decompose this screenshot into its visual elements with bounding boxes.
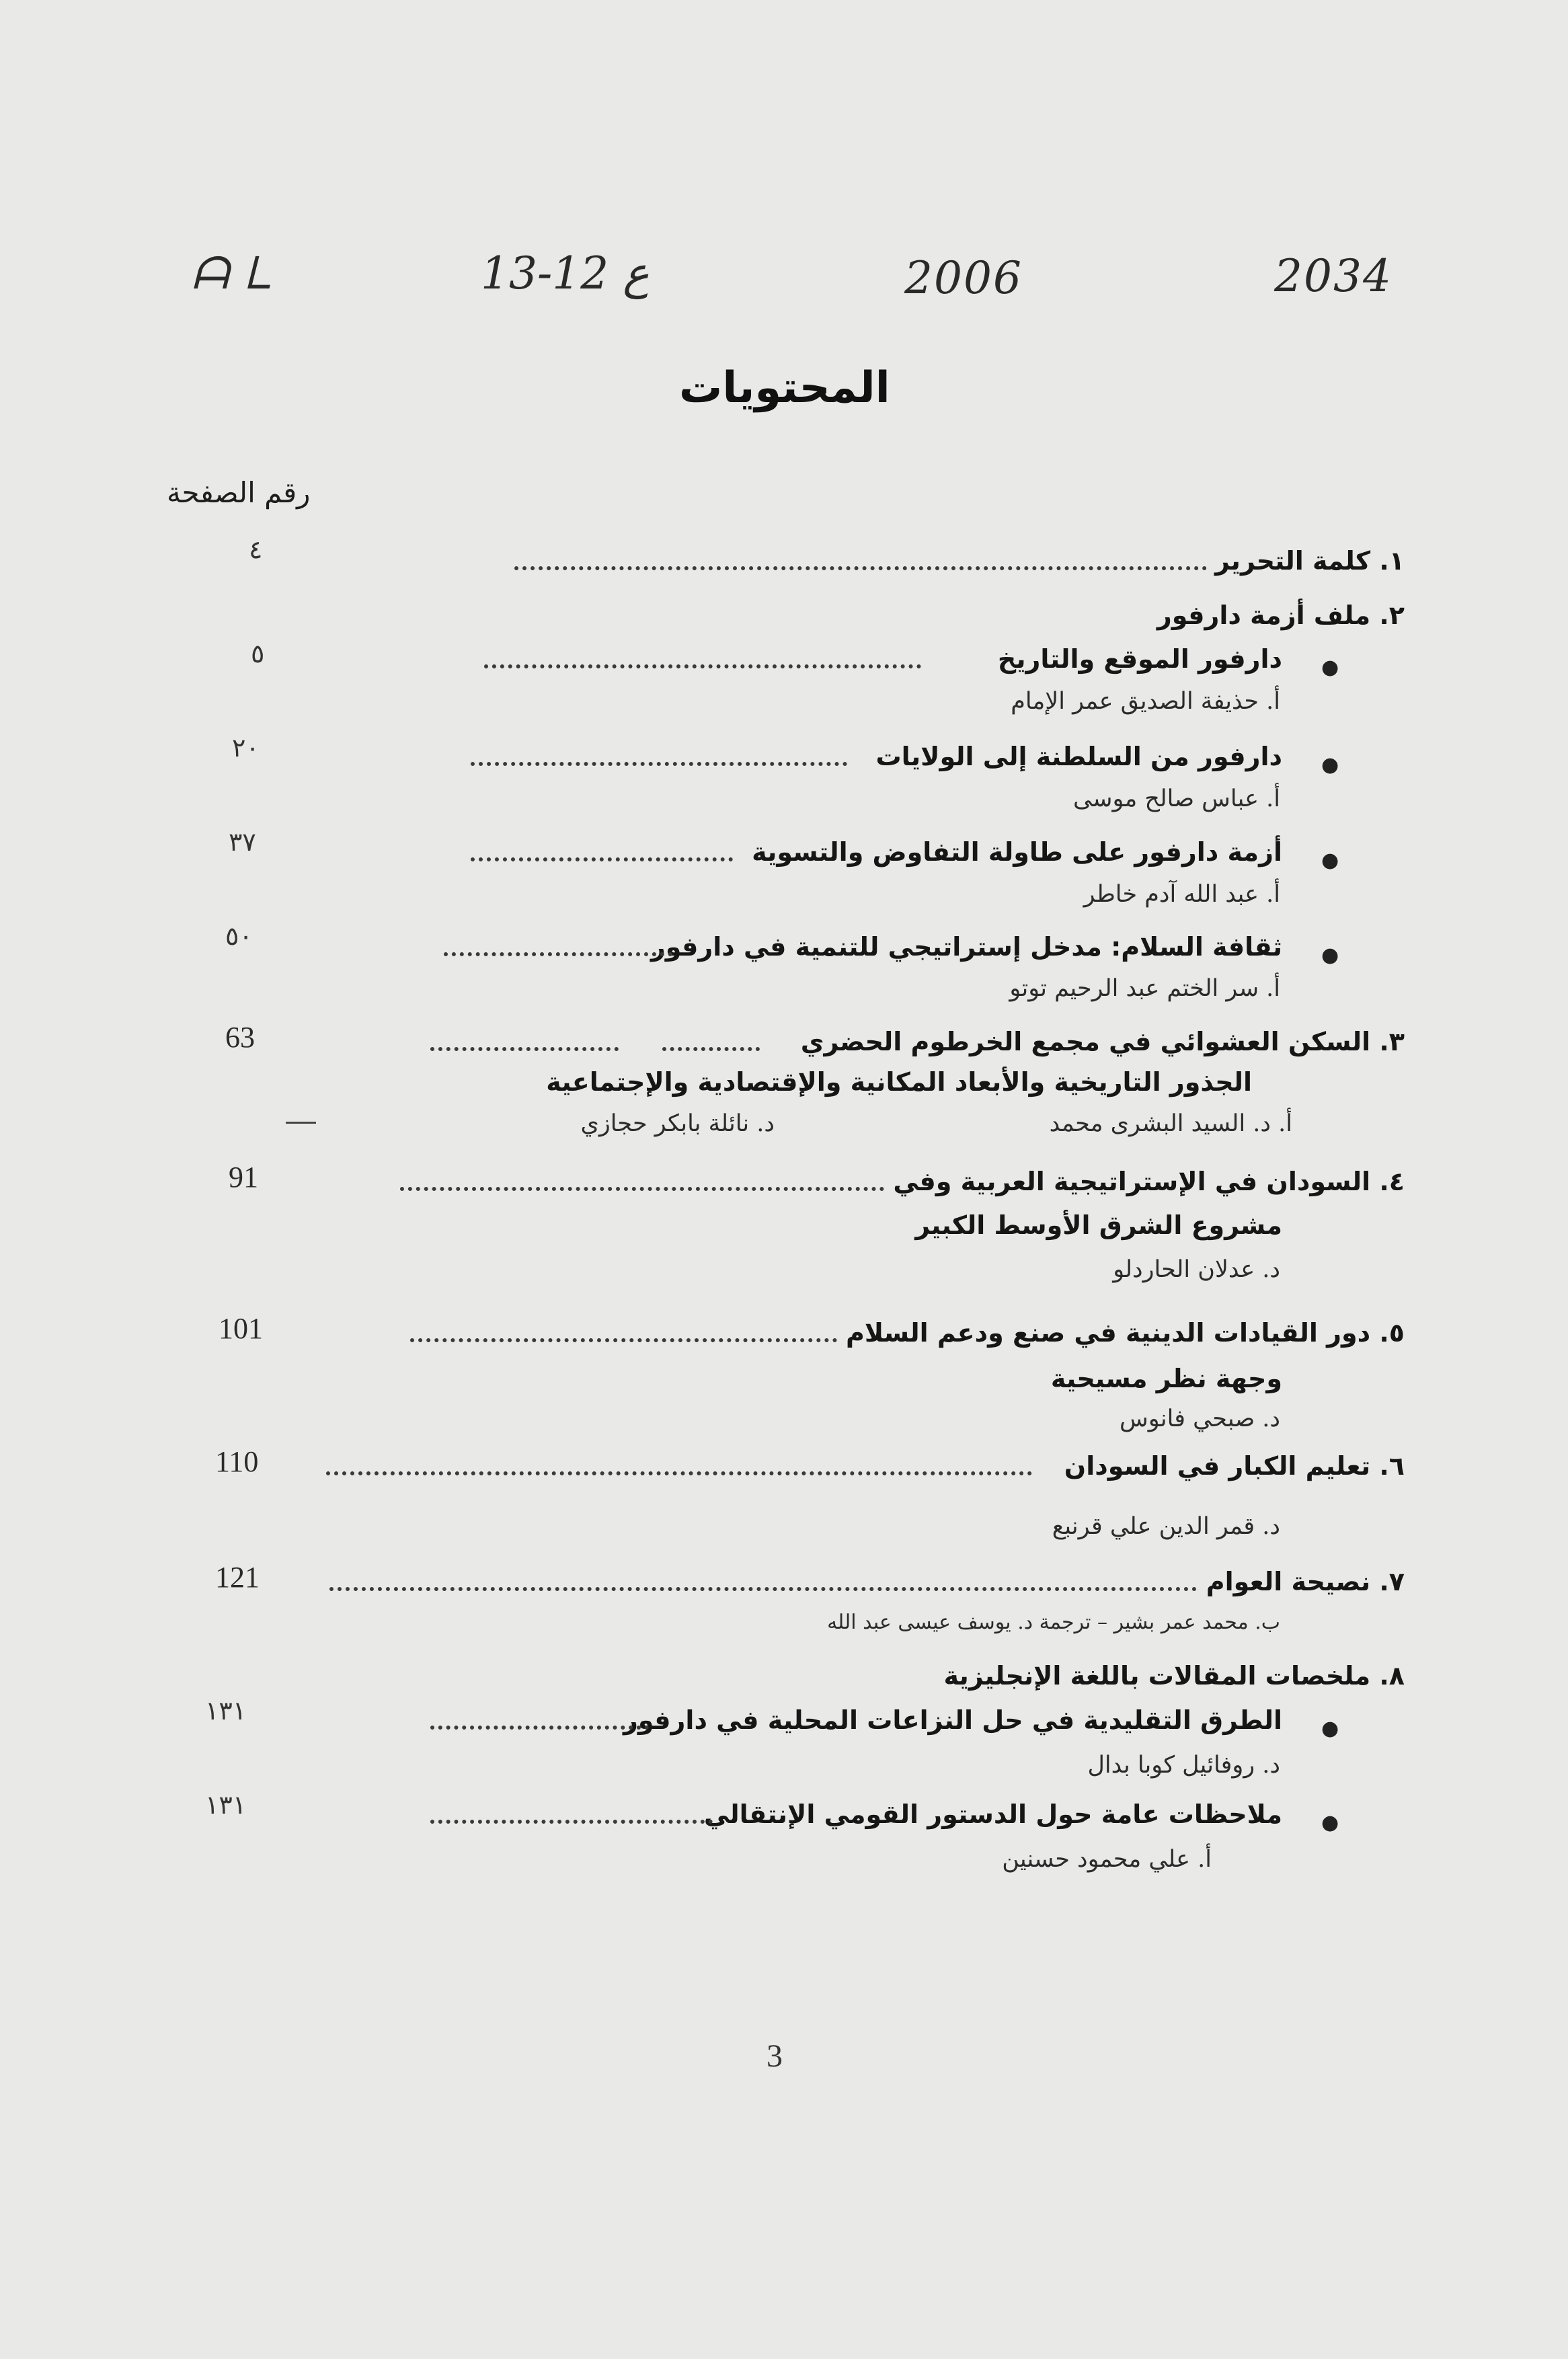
leader-dots (471, 762, 847, 766)
toc-entry-1: ١. كلمة التحرير (1215, 546, 1405, 576)
toc-entry-3: ٣. السكن العشوائي في مجمع الخرطوم الحضري (800, 1027, 1405, 1056)
page-number: 3 (767, 2038, 783, 2074)
page-number-4: 91 (229, 1161, 258, 1194)
author-2d: أ. سر الختم عبد الرحيم توتو (1009, 975, 1280, 1002)
bullet-icon: ● (1321, 943, 1339, 967)
bullet-icon: ● (1321, 1717, 1339, 1740)
author-3b: د. نائلة بابكر حجازي (580, 1110, 775, 1137)
page-number-2d: ٥٠ (225, 921, 253, 951)
page-number-5: 101 (219, 1312, 263, 1345)
dash-mark (286, 1122, 316, 1124)
leader-dots (430, 1726, 649, 1730)
leader-dots (444, 952, 672, 956)
author-8b: أ. علي محمود حسنين (1002, 1846, 1212, 1873)
toc-entry-2: ٢. ملف أزمة دارفور (1157, 601, 1405, 630)
leader-dots (514, 566, 1207, 570)
toc-entry-3-line2: الجذور التاريخية والأبعاد المكانية والإقتصادية والإجتماعية (546, 1067, 1252, 1097)
author-8a: د. روفائيل كوبا بدال (1087, 1752, 1280, 1779)
leader-dots (430, 1047, 619, 1051)
page-number-2c: ٣٧ (229, 827, 256, 857)
toc-entry-5-line2: وجهة نظر مسيحية (1050, 1364, 1282, 1393)
page-title: المحتويات (679, 363, 890, 413)
toc-entry-2b: دارفور من السلطنة إلى الولايات (875, 742, 1282, 771)
page-number-1: ٤ (249, 535, 263, 564)
page-number-8a: ١٣١ (205, 1696, 247, 1726)
toc-entry-7: ٧. نصيحة العوام (1206, 1567, 1405, 1596)
page-number-6: 110 (215, 1445, 259, 1478)
page-number-3: 63 (225, 1021, 255, 1054)
toc-entry-6: ٦. تعليم الكبار في السودان (1064, 1451, 1405, 1481)
handwritten-note-d: 2034 (1274, 250, 1393, 302)
leader-dots (662, 1047, 760, 1051)
leader-dots (326, 1471, 1032, 1475)
page-number-8b: ١٣١ (205, 1790, 247, 1820)
leader-dots (484, 664, 921, 668)
author-2a: أ. حذيفة الصديق عمر الإمام (1011, 688, 1280, 715)
leader-dots (430, 1820, 713, 1824)
bullet-icon: ● (1321, 656, 1339, 679)
toc-entry-2a: دارفور الموقع والتاريخ (997, 644, 1282, 674)
author-4: د. عدلان الحاردلو (1113, 1256, 1280, 1283)
toc-entry-2c: أزمة دارفور على طاولة التفاوض والتسوية (752, 837, 1282, 867)
leader-dots (410, 1338, 837, 1342)
author-2b: أ. عباس صالح موسى (1072, 785, 1280, 812)
handwritten-note-c: 2006 (904, 252, 1023, 304)
bullet-icon: ● (1321, 1811, 1339, 1834)
page-number-2a: ٥ (251, 639, 265, 668)
author-2c: أ. عبد الله آدم خاطر (1083, 881, 1280, 908)
toc-entry-5: ٥. دور القيادات الدينية في صنع ودعم السلام (845, 1318, 1405, 1348)
toc-entry-4: ٤. السودان في الإستراتيجية العربية وفي (893, 1167, 1405, 1196)
toc-entry-4-line2: مشروع الشرق الأوسط الكبير (915, 1210, 1282, 1240)
author-6: د. قمر الدين علي قرنبع (1052, 1513, 1280, 1540)
bullet-icon: ● (1321, 849, 1339, 872)
handwritten-note-a: ᗩ ᒪ (192, 247, 273, 299)
toc-entry-2d: ثقافة السلام: مدخل إستراتيجي للتنمية في دارفور (650, 932, 1282, 962)
author-3a: أ. د. السيد البشرى محمد (1049, 1110, 1292, 1137)
page-number-7: 121 (215, 1561, 260, 1594)
handwritten-note-b: 13-12 ع (481, 247, 650, 299)
leader-dots (329, 1587, 1197, 1591)
page-number-2b: ٢٠ (232, 733, 260, 763)
bullet-icon: ● (1321, 753, 1339, 777)
leader-dots (400, 1187, 884, 1191)
toc-entry-8b: ملاحظات عامة حول الدستور القومي الإنتقالي (703, 1800, 1282, 1829)
author-7: ب. محمد عمر بشير – ترجمة د. يوسف عيسى عبد الله (827, 1611, 1280, 1634)
toc-entry-8a: الطرق التقليدية في حل النزاعات المحلية في دارفور (623, 1705, 1282, 1735)
page-column-header: رقم الصفحة (167, 476, 311, 509)
author-5: د. صبحي فانوس (1120, 1405, 1280, 1432)
leader-dots (471, 857, 733, 861)
toc-entry-8: ٨. ملخصات المقالات باللغة الإنجليزية (943, 1661, 1405, 1691)
